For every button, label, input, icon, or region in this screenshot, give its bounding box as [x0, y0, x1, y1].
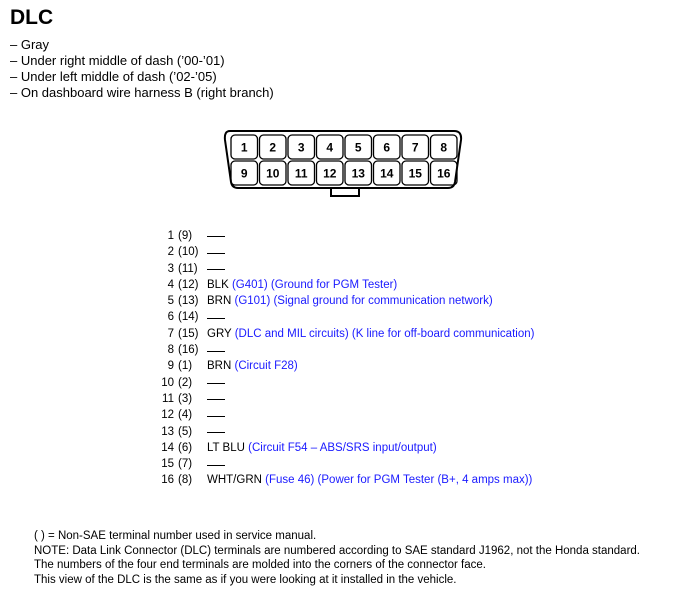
- note-nonsae: ( ) = Non-SAE terminal number used in service manual.: [34, 530, 317, 542]
- wire-color: BRN: [207, 295, 235, 308]
- terminal-number-11: 11: [294, 166, 308, 181]
- terminal-number-4: 4: [326, 140, 334, 155]
- pin-alt-number: (2): [178, 376, 193, 389]
- pin-number: 4: [167, 278, 174, 291]
- pin-wire-info: [207, 426, 225, 438]
- terminal-number-3: 3: [297, 140, 305, 155]
- pin-wire-info: [207, 474, 532, 486]
- note-end-terminals: The numbers of the four end terminals are molded into the corners of the connector face.: [34, 559, 486, 571]
- pin-description: (G101) (Signal ground for communication network): [234, 295, 493, 308]
- pin-wire-info: [207, 442, 437, 454]
- pin-number: 3: [167, 262, 174, 275]
- terminal-number-7: 7: [411, 140, 419, 155]
- connector-details: [10, 37, 274, 101]
- pin-alt-number: (14): [178, 311, 199, 324]
- pin-description: (DLC and MIL circuits) (K line for off-board communication): [234, 327, 535, 340]
- pin-number: 11: [162, 392, 174, 405]
- terminal-number-1: 1: [240, 140, 248, 155]
- pin-description: (Circuit F28): [234, 360, 298, 373]
- pin-wire-info: [207, 279, 397, 291]
- detail-harness: – On dashboard wire harness B (right branch): [10, 85, 274, 100]
- wire-color: WHT/GRN: [207, 474, 266, 487]
- pin-number: 7: [167, 327, 174, 340]
- pin-wire-info: [207, 393, 225, 405]
- pin-wire-info: [207, 360, 298, 372]
- detail-color: – Gray: [10, 37, 50, 52]
- pin-wire-info: [207, 377, 225, 389]
- unused-pin-dash: [207, 318, 225, 319]
- pin-wire-info: [207, 230, 225, 242]
- pin-alt-number: (5): [178, 425, 193, 438]
- terminal-number-16: 16: [437, 166, 451, 181]
- unused-pin-dash: [207, 253, 225, 254]
- pin-wire-info: [207, 295, 493, 307]
- terminal-number-15: 15: [408, 166, 422, 181]
- pin-number: 13: [161, 425, 174, 438]
- unused-pin-dash: [207, 351, 225, 352]
- pin-alt-number: (16): [178, 344, 199, 357]
- pin-alt-number: (13): [178, 295, 199, 308]
- page-title: DLC: [10, 6, 54, 29]
- pin-number: 2: [167, 246, 174, 259]
- terminal-number-12: 12: [323, 166, 337, 181]
- pin-alt-number: (8): [178, 474, 193, 487]
- pin-number: 8: [167, 344, 174, 357]
- pin-description: (Fuse 46) (Power for PGM Tester (B+, 4 amps max)): [265, 474, 533, 487]
- pin-alt-number: (1): [178, 360, 193, 373]
- pin-alt-number: (12): [178, 278, 199, 291]
- pin-alt-number: (10): [178, 246, 199, 259]
- pin-wire-info: [207, 263, 225, 275]
- pin-alt-number: (7): [178, 458, 193, 471]
- pin-alt-number: (9): [178, 230, 193, 242]
- pin-description: (Circuit F54 – ABS/SRS input/output): [248, 441, 437, 454]
- note-view: This view of the DLC is the same as if you were looking at it installed in the vehicle.: [34, 573, 457, 586]
- terminal-number-10: 10: [266, 166, 280, 181]
- pin-number: 1: [167, 230, 174, 242]
- terminal-number-6: 6: [383, 140, 391, 155]
- pin-number: 15: [161, 458, 174, 471]
- pin-alt-number: (3): [178, 392, 193, 405]
- wire-color: GRY: [207, 327, 235, 340]
- pin-number: 14: [161, 441, 174, 454]
- terminal-number-14: 14: [380, 166, 394, 181]
- wire-color: BRN: [207, 360, 235, 373]
- terminal-number-5: 5: [354, 140, 362, 155]
- pin-number: 12: [161, 409, 174, 422]
- unused-pin-dash: [207, 432, 225, 433]
- pin-alt-number: (6): [178, 441, 193, 454]
- pin-alt-number: (15): [178, 327, 199, 340]
- pin-number: 9: [167, 360, 174, 373]
- pin-alt-number: (11): [178, 262, 198, 275]
- unused-pin-dash: [207, 383, 225, 384]
- wire-color: LT BLU: [207, 441, 249, 454]
- terminal-number-2: 2: [269, 140, 277, 155]
- pin-number: 10: [161, 376, 174, 389]
- unused-pin-dash: [207, 399, 225, 400]
- pin-description: (G401) (Ground for PGM Tester): [231, 278, 398, 291]
- pin-wire-info: [207, 344, 225, 356]
- unused-pin-dash: [207, 236, 225, 237]
- detail-location-00-01: – Under right middle of dash (’00-’01): [10, 53, 225, 68]
- pin-wire-info: [207, 328, 534, 340]
- dlc-connector-diagram: [218, 128, 468, 200]
- pin-number: 5: [167, 295, 174, 308]
- pin-wire-info: [207, 409, 225, 421]
- unused-pin-dash: [207, 269, 225, 270]
- detail-location-02-05: – Under left middle of dash (’02-’05): [10, 69, 217, 84]
- unused-pin-dash: [207, 465, 225, 466]
- note-sae-standard: NOTE: Data Link Connector (DLC) terminals are numbered according to SAE standard J1962, not the Honda standard.: [34, 544, 640, 557]
- pin-number: 16: [161, 474, 174, 487]
- pin-wire-info: [207, 458, 225, 470]
- terminal-number-9: 9: [240, 166, 248, 181]
- pin-wire-info: [207, 311, 225, 323]
- pin-alt-number: (4): [178, 409, 193, 422]
- notes: [34, 529, 640, 587]
- terminal-number-8: 8: [440, 140, 448, 155]
- pin-number: 6: [167, 311, 174, 324]
- terminal-number-13: 13: [351, 166, 365, 181]
- pin-wire-info: [207, 246, 225, 258]
- connector-key-tab: [331, 188, 359, 196]
- unused-pin-dash: [207, 416, 225, 417]
- wire-color: BLK: [207, 278, 232, 291]
